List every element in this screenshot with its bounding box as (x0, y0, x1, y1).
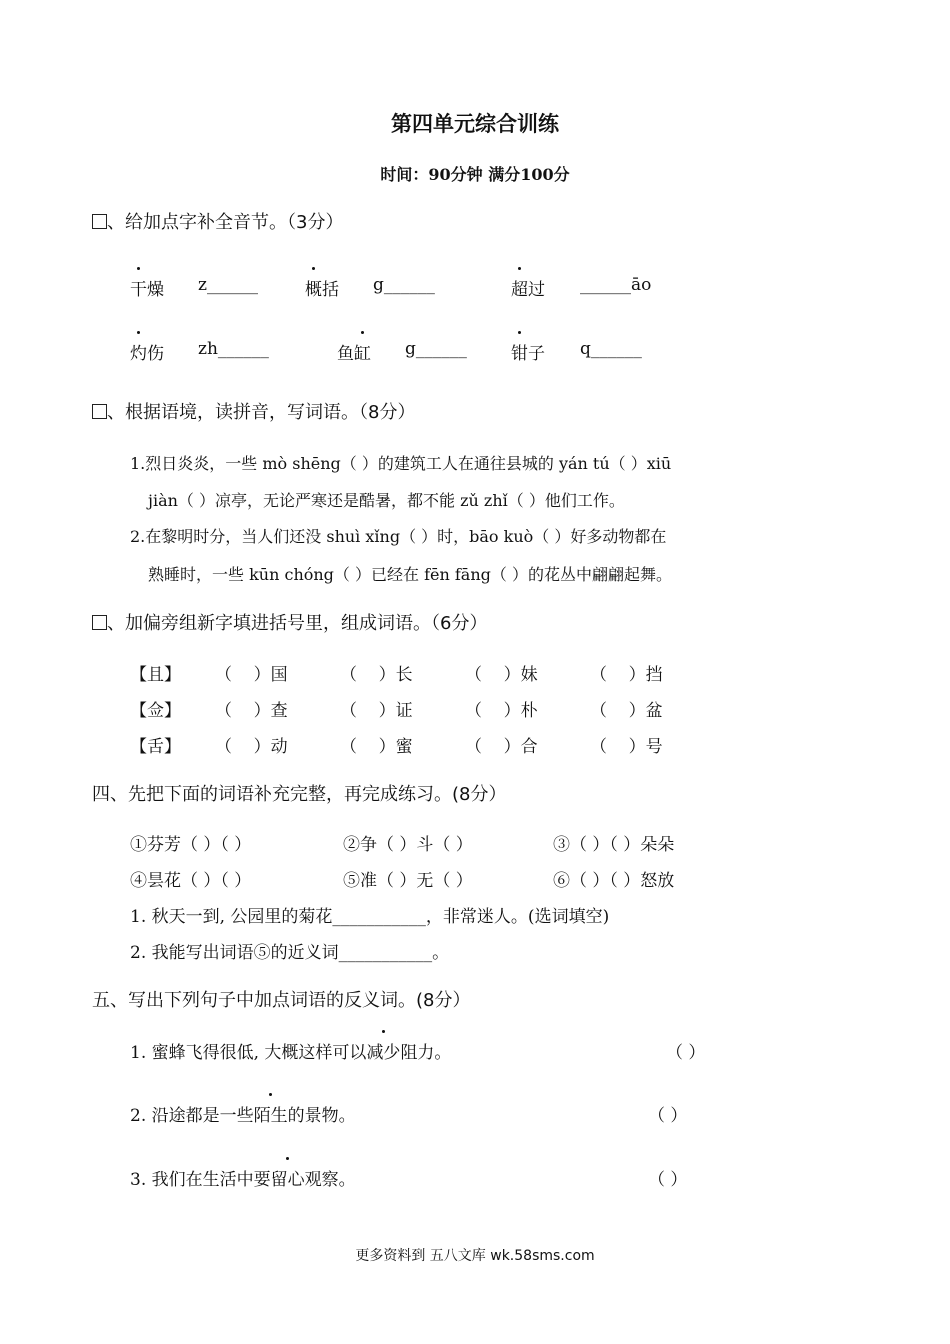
exam-info: 时间：90分钟 满分100分 (380, 165, 570, 184)
pinyin-word-1: 干燥 (130, 275, 164, 300)
context-line-2: jiàn（ ）凉亭，无论严寒还是酷暑，都不能 zǔ zhǐ（ ）他们工作。 (148, 491, 625, 510)
context-line-4: 熟睡时，一些 kūn chóng（ ）已经在 fēn fāng（ ）的花丛中翩翩起舞。 (148, 565, 672, 584)
antonym-sentence-2: 2. 沿途都是一些陌生的景物。 (130, 1101, 356, 1126)
section-number-box (92, 615, 107, 630)
idiom-question-2: 2. 我能写出词语⑤的近义词___________。 (130, 943, 450, 963)
pinyin-blank-5[interactable]: g______ (405, 339, 467, 359)
section-number-box (92, 214, 107, 229)
context-line-1: 1.烈日炎炎，一些 mò shēng（ ）的建筑工人在通往县城的 yán tú（ ）xiū (130, 454, 672, 473)
radical-key: 【佥】 (130, 701, 181, 721)
dotted-word: 留心 (271, 1165, 305, 1190)
idiom-item-6[interactable]: ⑥（ ）（ ）怒放 (553, 871, 675, 891)
radical-blank[interactable]: （ ）妹 (465, 665, 538, 685)
antonym-answer-3[interactable]: （ ） (648, 1170, 688, 1190)
idiom-item-4[interactable]: ④昙花（ ）（ ） (130, 871, 252, 891)
pinyin-blank-3[interactable]: ______āo (580, 275, 652, 295)
pinyin-word-6: 钳子 (511, 339, 545, 364)
footer-source: 更多资料到 五八文库 wk.58sms.com (355, 1248, 595, 1264)
radical-blank[interactable]: （ ）查 (215, 701, 288, 721)
antonym-sentence-1: 1. 蜜蜂飞得很低, 大概这样可以减少阻力。 (130, 1038, 451, 1063)
pinyin-blank-2[interactable]: g______ (373, 275, 435, 295)
section-2-heading: 、根据语境，读拼音，写词语。（8分） (92, 398, 415, 424)
pinyin-blank-4[interactable]: zh______ (198, 339, 269, 359)
antonym-answer-1[interactable]: （ ） (666, 1043, 706, 1063)
antonym-answer-2[interactable]: （ ） (648, 1106, 688, 1126)
radical-blank[interactable]: （ ）动 (215, 737, 288, 757)
section-1-heading: 、给加点字补全音节。（3分） (92, 208, 343, 234)
idiom-item-5[interactable]: ⑤准（ ）无（ ） (343, 871, 473, 891)
radical-blank[interactable]: （ ）盆 (590, 701, 663, 721)
section-5-heading: 五、写出下列句子中加点词语的反义词。(8分） (92, 990, 471, 1011)
radical-blank[interactable]: （ ）挡 (590, 665, 663, 685)
radical-blank[interactable]: （ ）国 (215, 665, 288, 685)
section-3-heading: 、加偏旁组新字填进括号里，组成词语。（6分） (92, 609, 487, 635)
radical-blank[interactable]: （ ）朴 (465, 701, 538, 721)
dotted-word: 陌生 (254, 1101, 288, 1126)
radical-blank[interactable]: （ ）证 (340, 701, 413, 721)
idiom-question-1: 1. 秋天一到, 公园里的菊花___________，非常迷人。(选词填空) (130, 907, 610, 927)
dotted-word: 减少 (366, 1038, 400, 1063)
radical-key: 【且】 (130, 665, 181, 685)
radical-blank[interactable]: （ ）号 (590, 737, 663, 757)
page-title: 第四单元综合训练 (391, 111, 559, 136)
idiom-item-3[interactable]: ③（ ）（ ）朵朵 (553, 835, 675, 855)
antonym-sentence-3: 3. 我们在生活中要留心观察。 (130, 1165, 356, 1190)
idiom-item-2[interactable]: ②争（ ）斗（ ） (343, 835, 473, 855)
section-number-box (92, 404, 107, 419)
pinyin-blank-1[interactable]: z______ (198, 275, 258, 295)
pinyin-word-4: 灼伤 (130, 339, 164, 364)
pinyin-word-2: 概括 (305, 275, 339, 300)
pinyin-blank-6[interactable]: q______ (580, 339, 642, 359)
section-4-heading: 四、先把下面的词语补充完整，再完成练习。(8分） (92, 784, 507, 805)
radical-blank[interactable]: （ ）长 (340, 665, 413, 685)
pinyin-word-5: 鱼缸 (337, 339, 371, 364)
pinyin-word-3: 超过 (511, 275, 545, 300)
radical-key: 【舌】 (130, 737, 181, 757)
radical-blank[interactable]: （ ）蜜 (340, 737, 413, 757)
context-line-3: 2.在黎明时分，当人们还没 shuì xǐng（ ）时，bāo kuò（ ）好多动物都在 (130, 527, 667, 546)
idiom-item-1[interactable]: ①芬芳（ ）（ ） (130, 835, 252, 855)
radical-blank[interactable]: （ ）合 (465, 737, 538, 757)
